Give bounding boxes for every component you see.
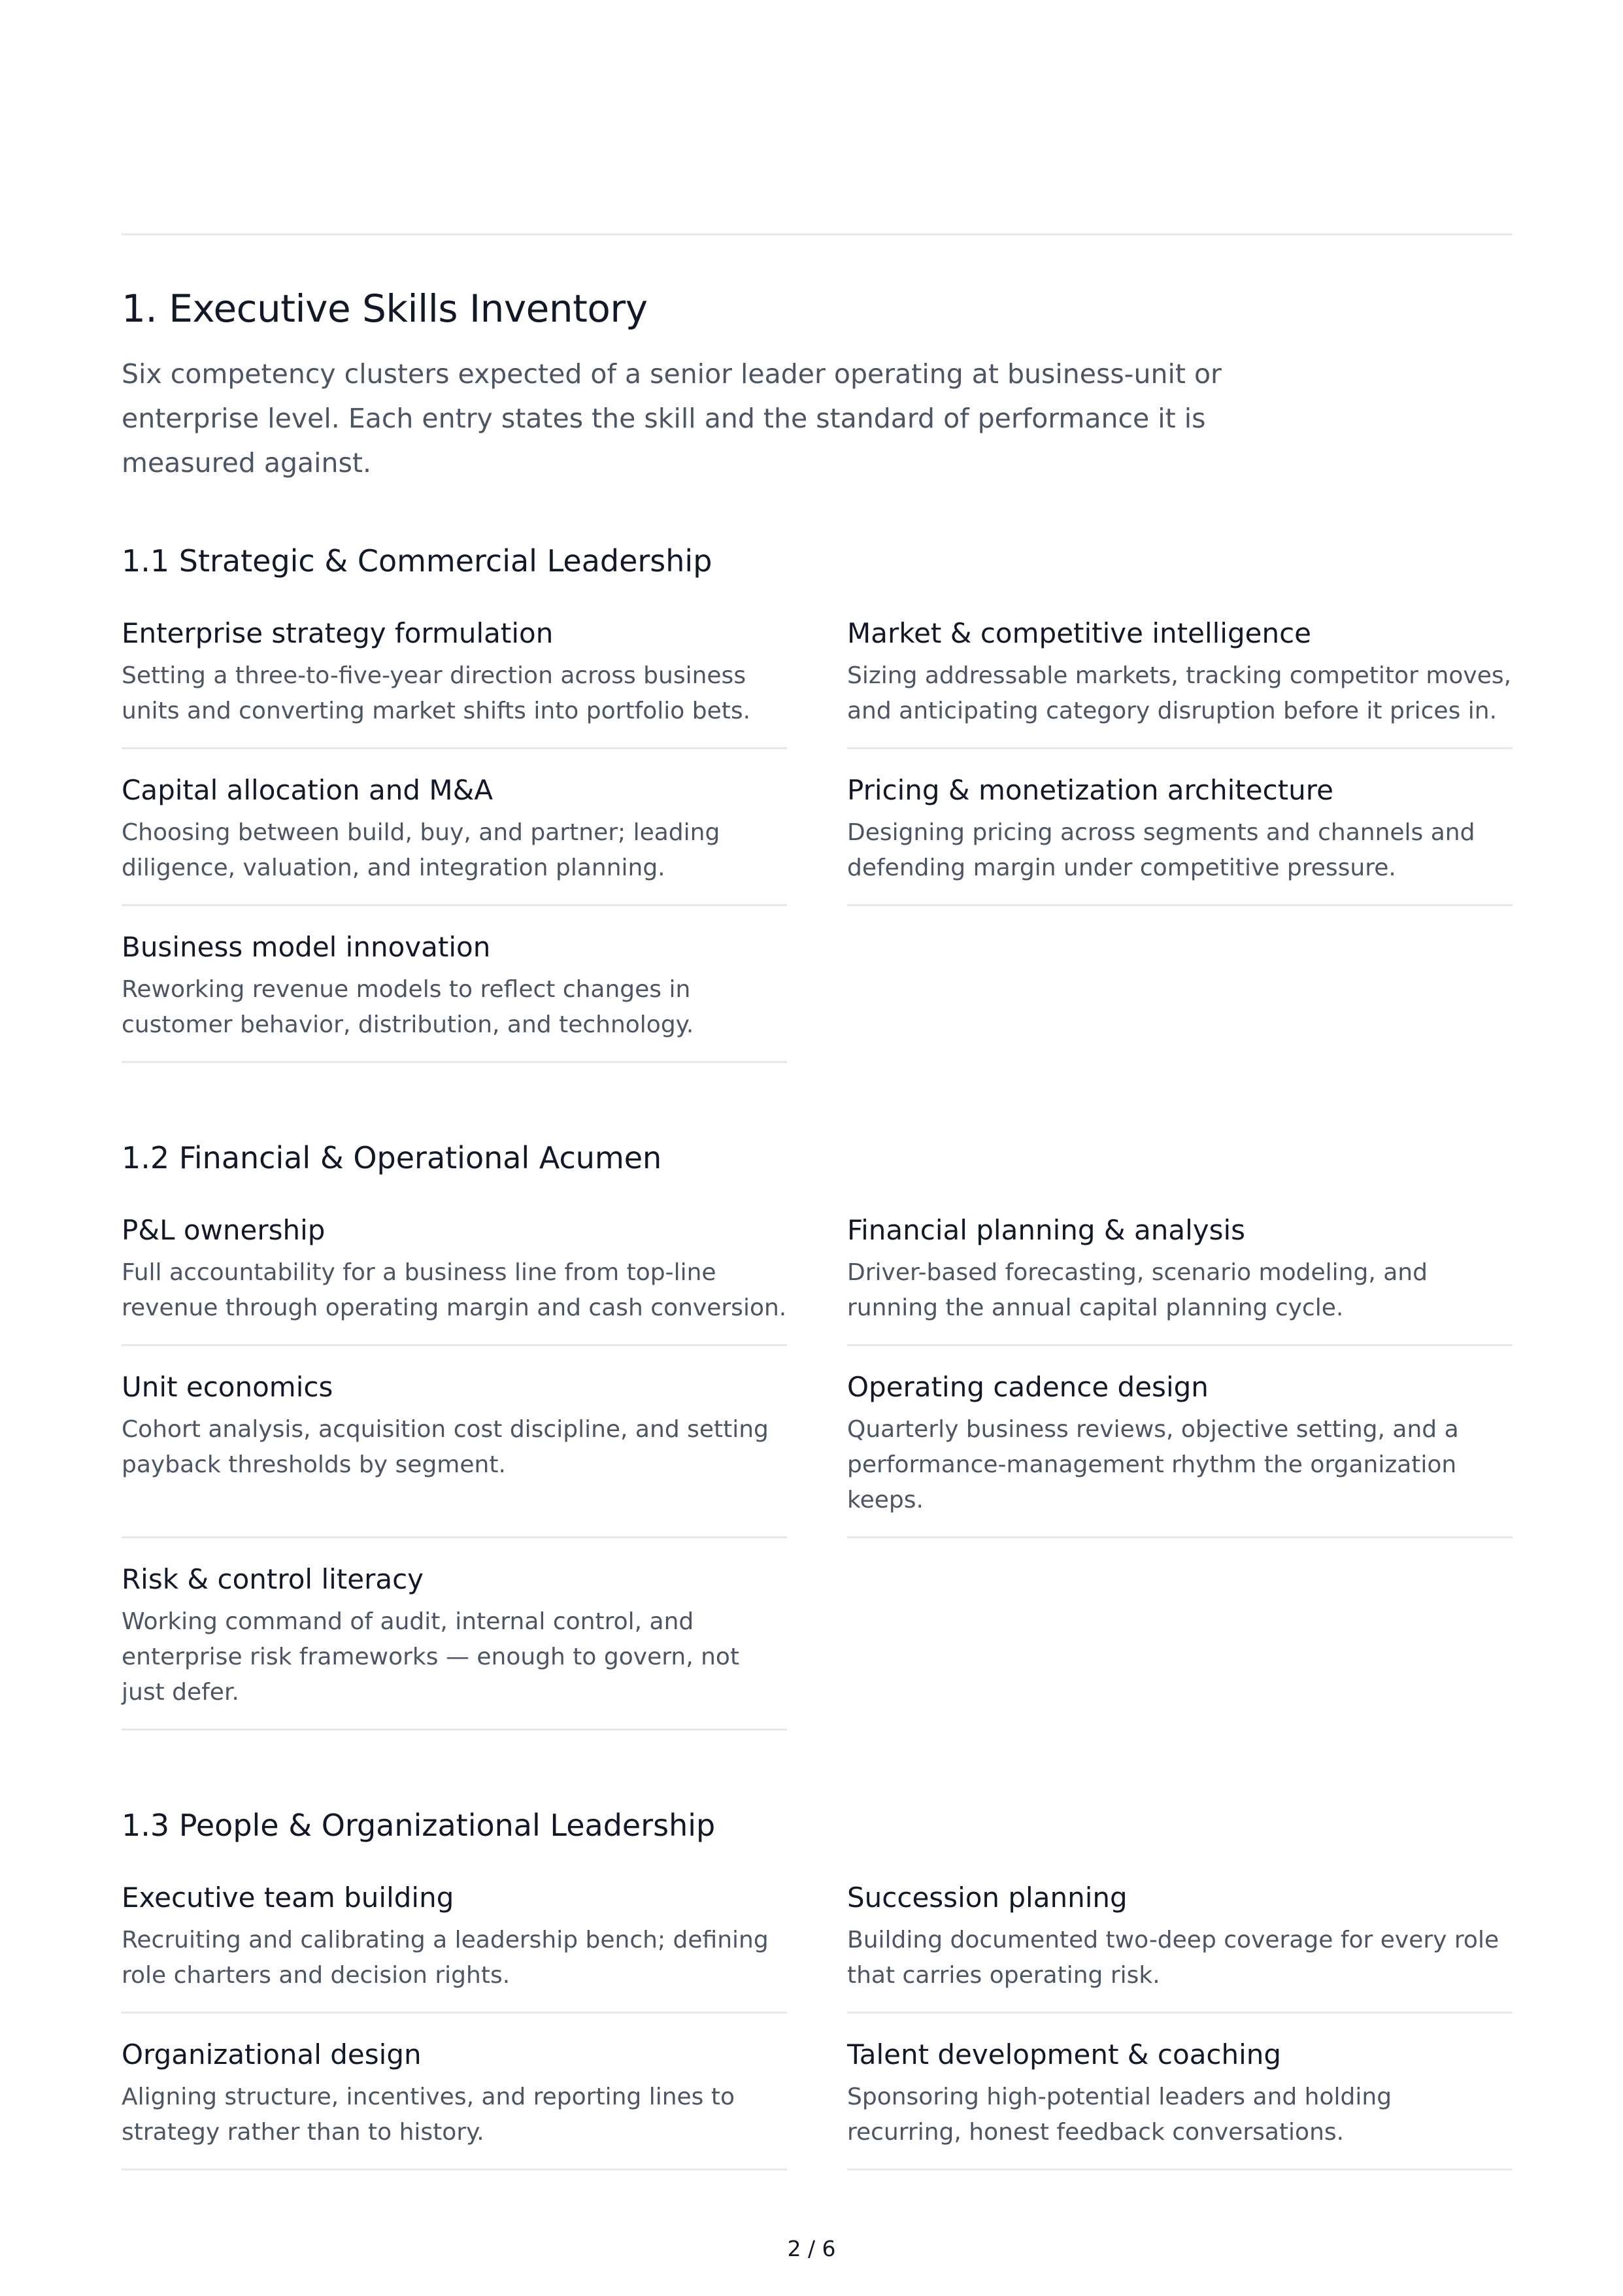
skill-description: Cohort analysis, acquisition cost discipline, and setting payback thresholds by segment.	[122, 1416, 769, 1478]
skill-description: Designing pricing across segments and channels and defending margin under competitive pressure.	[847, 819, 1475, 881]
skill-item	[847, 1368, 1513, 1538]
page-content	[122, 233, 1513, 2192]
skill-title: Unit economics	[122, 1371, 333, 1403]
skill-title: Capital allocation and M&A	[122, 774, 494, 806]
skill-item	[122, 1560, 787, 1730]
section-strategic-commercial	[122, 540, 1513, 1085]
section-title: 1.1 Strategic & Commercial Leadership	[122, 543, 712, 579]
skill-description: Driver-based forecasting, scenario modeling, and running the annual capital planning cycle.	[847, 1259, 1428, 1321]
skill-description: Sizing addressable markets, tracking competitor moves, and anticipating category disruption before it prices in.	[847, 662, 1512, 724]
skill-description: Building documented two-deep coverage for every role that carries operating risk.	[847, 1927, 1499, 1989]
skill-title: Talent development & coaching	[847, 2038, 1282, 2070]
skill-item	[847, 614, 1513, 749]
skill-description: Setting a three-to-five-year direction across business units and converting market shifts into portfolio bets.	[122, 662, 751, 724]
skill-description: Choosing between build, buy, and partner; leading diligence, valuation, and integration planning.	[122, 819, 720, 881]
skill-item	[847, 1878, 1513, 2014]
skills-grid	[122, 1878, 1513, 2192]
skill-item	[122, 2035, 787, 2170]
page-title: 1. Executive Skills Inventory	[122, 286, 648, 331]
skill-item	[122, 614, 787, 749]
skill-item	[847, 1211, 1513, 1346]
skills-grid	[122, 614, 1513, 1085]
skill-item	[847, 2035, 1513, 2170]
skill-item	[122, 771, 787, 906]
skill-description: Working command of audit, internal control, and enterprise risk frameworks — enough to govern, not just defer.	[122, 1608, 740, 1706]
skill-title: Organizational design	[122, 2038, 422, 2070]
skill-title: P&L ownership	[122, 1214, 326, 1246]
section-title: 1.3 People & Organizational Leadership	[122, 1808, 716, 1843]
skill-description: Full accountability for a business line from top-line revenue through operating margin and cash conversion.	[122, 1259, 787, 1321]
skill-title: Enterprise strategy formulation	[122, 617, 554, 649]
skill-description: Reworking revenue models to reflect changes in customer behavior, distribution, and technology.	[122, 976, 694, 1038]
skill-description: Recruiting and calibrating a leadership bench; defining role charters and decision rights.	[122, 1927, 769, 1989]
skill-item	[122, 1211, 787, 1346]
page-number: 2 / 6	[787, 2236, 836, 2261]
skills-grid	[122, 1211, 1513, 1752]
skill-description: Quarterly business reviews, objective setting, and a performance-management rhythm the organization keeps.	[847, 1416, 1459, 1513]
skill-title: Business model innovation	[122, 931, 491, 963]
skill-description: Sponsoring high-potential leaders and holding recurring, honest feedback conversations.	[847, 2084, 1392, 2146]
skill-item	[122, 1878, 787, 2014]
skill-title: Pricing & monetization architecture	[847, 774, 1333, 806]
intro-paragraph: Six competency clusters expected of a senior leader operating at business-unit or enterprise level. Each entry states the skill and the standard of performance it is measured against.	[122, 358, 1222, 479]
skill-description: Aligning structure, incentives, and reporting lines to strategy rather than to history.	[122, 2084, 735, 2146]
section-title: 1.2 Financial & Operational Acumen	[122, 1140, 662, 1175]
skill-title: Market & competitive intelligence	[847, 617, 1312, 649]
skill-title: Operating cadence design	[847, 1371, 1209, 1403]
skill-title: Financial planning & analysis	[847, 1214, 1246, 1246]
section-financial-operational	[122, 1137, 1513, 1752]
skill-title: Executive team building	[122, 1882, 454, 1914]
skill-item	[122, 1368, 787, 1538]
skill-title: Risk & control literacy	[122, 1563, 424, 1595]
skill-item	[122, 928, 787, 1063]
section-people-organizational	[122, 1804, 1513, 2192]
skill-title: Succession planning	[847, 1882, 1128, 1914]
skill-item	[847, 771, 1513, 906]
